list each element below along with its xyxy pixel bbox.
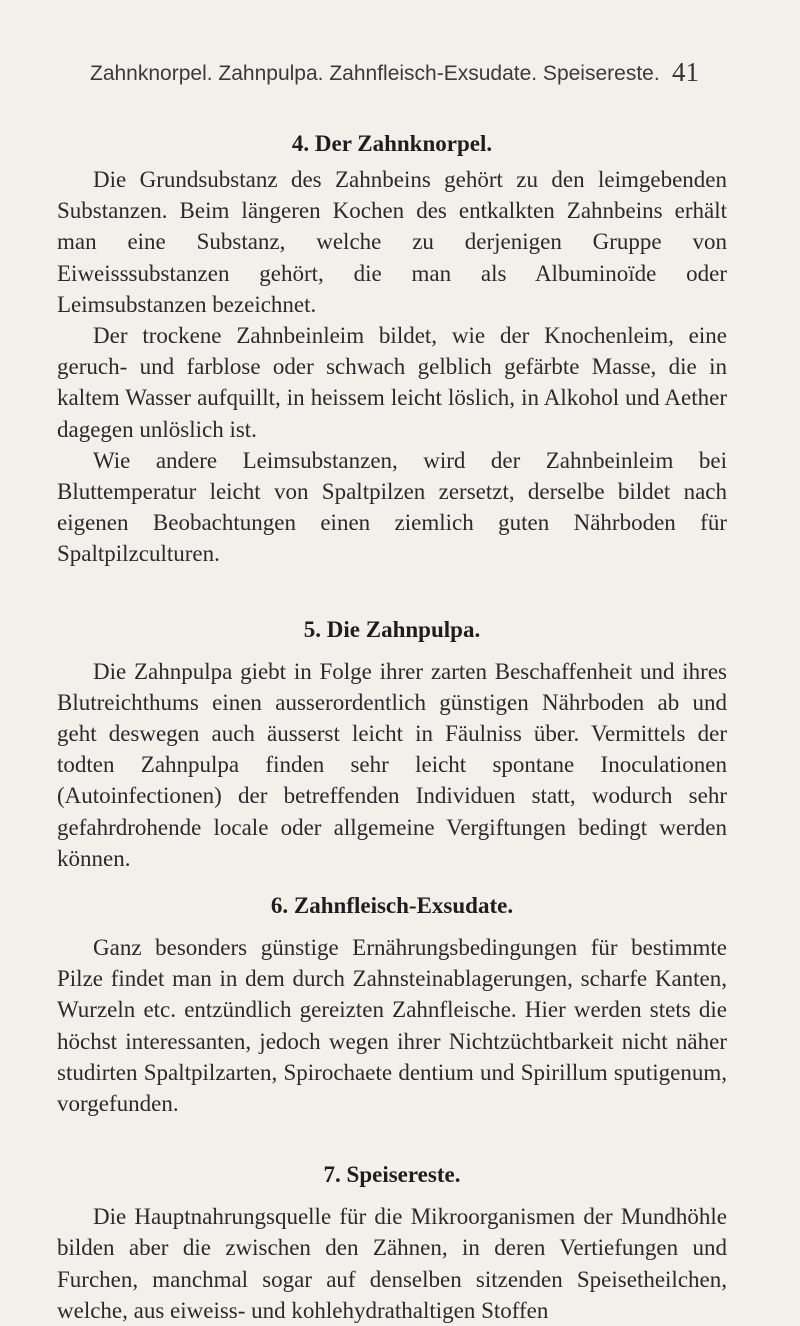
section-heading-speisereste: 7. Speisereste. [323, 1162, 461, 1188]
paragraph: Die Hauptnahrungsquelle für die Mikroorganismen der Mundhöhle bilden aber die zwischen den Zähnen, in deren Vertiefungen und Furchen, manchmal sogar auf denselben sitzenden Speisetheilchen, welche, aus eiweiss- und kohlehydrathaltigen Stoffen [57, 1204, 727, 1323]
paragraph: Die Grundsubstanz des Zahnbeins gehört zu den leimgebenden Substanzen. Beim längeren Kochen des entkalkten Zahnbeins erhält man eine Substanz, welche zu derjenigen Gruppe von Eiweisssubstanzen gehört, die man als Albuminoïde oder Leimsubstanzen bezeichnet. [57, 167, 727, 317]
section-heading-zahnfleisch-exsudate: 6. Zahnfleisch-Exsudate. [270, 893, 514, 919]
running-head-title: Zahnknorpel. Zahnpulpa. Zahnfleisch-Exsudate. Speisereste. [90, 62, 660, 85]
paragraph: Ganz besonders günstige Ernährungsbedingungen für bestimmte Pilze findet man in dem durch Zahnsteinablagerungen, scharfe Kanten, Wurzeln etc. entzündlich gereizten Zahnfleische. Hier werden stets die höchst interessanten, jedoch wegen ihrer Nichtzüchtbarkeit nicht näher studirten Spaltpilzarten, Spirochaete dentium und Spirillum sputigenum, vorgefunden. [57, 935, 727, 1117]
section-heading-zahnpulpa: 5. Die Zahnpulpa. [303, 616, 481, 642]
paragraph: Der trockene Zahnbeinleim bildet, wie der Knochenleim, eine geruch- und farblose oder schwach gelblich gefärbte Masse, die in kaltem Wasser aufquillt, in heissem leicht löslich, in Alkohol und Aether dagegen unlöslich ist. [57, 323, 727, 442]
paragraph: Wie andere Leimsubstanzen, wird der Zahnbeinleim bei Bluttemperatur leicht von Spaltpilzen zersetzt, derselbe bildet nach eigenen Beobachtungen einen ziemlich guten Nährboden für Spaltpilzculturen. [57, 447, 727, 567]
page-body [57, 124, 727, 1326]
running-head [0, 57, 800, 102]
section-heading-zahnknorpel: 4. Der Zahnknorpel. [291, 131, 493, 156]
page-number: 41 [672, 57, 699, 87]
paragraph: Die Zahnpulpa giebt in Folge ihrer zarten Beschaffenheit und ihres Blutreichthums einen ausserordentlich günstigen Nährboden ab und geht deswegen auch äusserst leicht in Fäulniss über. Vermittels der todten Zahnpulpa finden sehr leicht spontane Inoculationen (Autoinfectionen) der betreffenden Individuen statt, wodurch sehr gefahrdrohende locale oder allgemeine Vergiftungen bedingt werden können. [57, 658, 727, 871]
